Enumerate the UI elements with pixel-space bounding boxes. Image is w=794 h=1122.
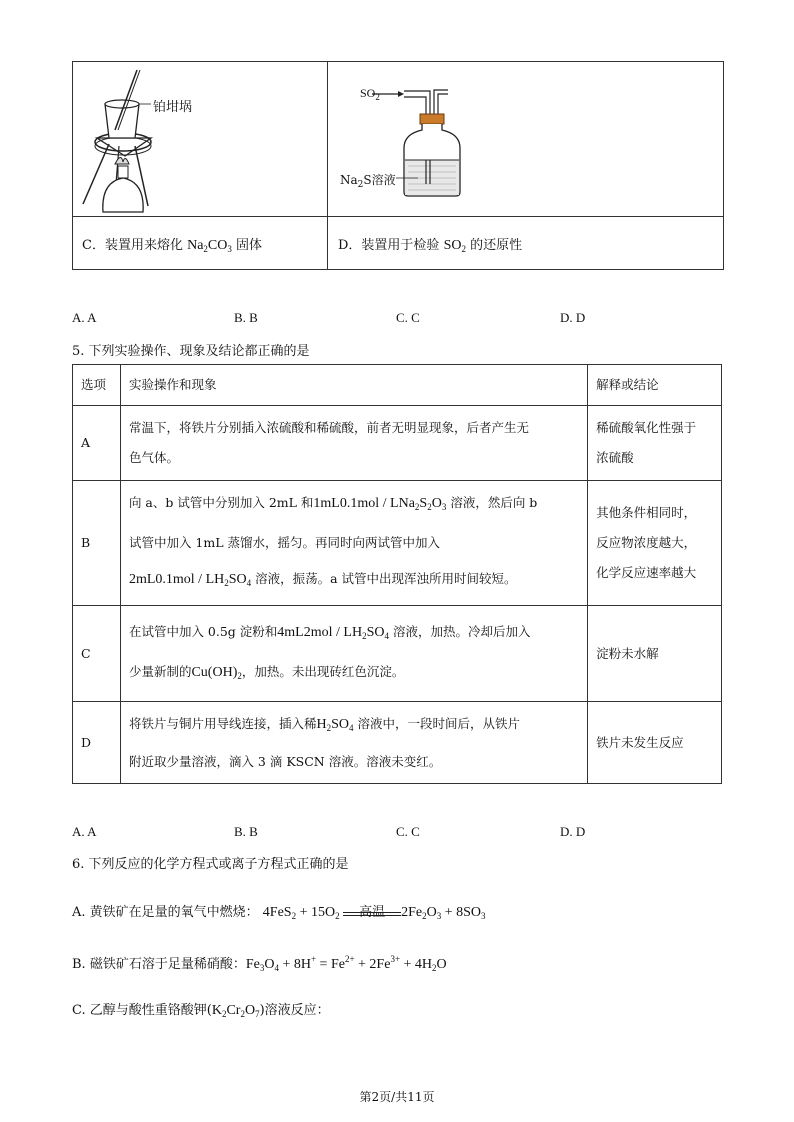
q4-answer-a[interactable]: A. A <box>72 310 97 325</box>
gas-bottle-illustration <box>330 64 720 214</box>
q5-row-b <box>73 481 722 606</box>
q5-row-a-operation: 常温下，将铁片分别插入浓硫酸和稀硫酸，前者无明显现象，后者产生无 色气体。 <box>120 406 587 481</box>
q5-row-d-option: D <box>73 702 121 784</box>
q5-row-a <box>73 406 722 481</box>
crucible-label: 铂坩埚 <box>153 100 193 115</box>
q5-row-b-option: B <box>73 481 121 606</box>
apparatus-table-vdivider <box>327 61 328 270</box>
q5-row-a-option: A <box>73 406 121 481</box>
q5-header-row <box>73 365 722 406</box>
q5-row-c-conclusion: 淀粉未水解 <box>588 606 722 702</box>
q5-stem: 5. 下列实验操作、现象及结论都正确的是 <box>72 344 310 359</box>
q5-row-d-operation: 将铁片与铜片用导线连接，插入稀$H_2SO_4$ 溶液中，一段时间后，从铁片 附近取少量溶液，滴入 3 滴 KSCN 溶液。溶液未变红。 <box>120 702 587 784</box>
q4-answer-d[interactable]: D. D <box>560 310 586 325</box>
q5-answer-a[interactable]: A. A <box>72 824 97 839</box>
q5-table <box>72 364 722 784</box>
crucible-apparatus-illustration <box>75 64 320 214</box>
q5-header-conclusion: 解释或结论 <box>588 365 722 406</box>
page-footer: 第2页/共11页 <box>359 1090 435 1104</box>
apparatus-option-d: D．装置用于检验 $SO_2$ 的还原性 <box>338 238 523 254</box>
q5-header-option: 选项 <box>73 365 121 406</box>
na2s-label: $Na_2S$溶液 <box>340 173 396 190</box>
q5-answer-b[interactable]: B. B <box>234 824 258 839</box>
q5-row-a-conclusion: 稀硫酸氧化性强于 浓硫酸 <box>588 406 722 481</box>
q5-row-c-option: C <box>73 606 121 702</box>
q5-answer-c[interactable]: C. C <box>396 824 420 839</box>
q5-row-c <box>73 606 722 702</box>
q5-row-d-conclusion: 铁片未发生反应 <box>588 702 722 784</box>
q6-option-c[interactable]: C. 乙醇与酸性重铬酸钾$(K_2Cr_2O_7)$溶液反应： <box>72 1003 330 1019</box>
q6-stem: 6. 下列反应的化学方程式或离子方程式正确的是 <box>72 857 349 872</box>
q6-option-a[interactable]: A. 黄铁矿在足量的氧气中燃烧： $4FeS_2 + 15O_2$ 高温 $2Fe_2O_3 + 8SO_3$ <box>72 901 486 921</box>
apparatus-table-hdivider <box>72 216 724 217</box>
q4-answer-c[interactable]: C. C <box>396 310 420 325</box>
apparatus-option-c: C．装置用来熔化 $Na_2CO_3$ 固体 <box>82 238 263 254</box>
q5-header-operation: 实验操作和现象 <box>120 365 587 406</box>
q5-answer-d[interactable]: D. D <box>560 824 586 839</box>
q6-option-b[interactable]: B. 磁铁矿石溶于足量稀硝酸：$Fe_3O_4 + 8H^+ = Fe^{2+} + 2Fe^{3+} + 4H_2O$ <box>72 954 447 973</box>
so2-label: $SO_2$ <box>360 86 380 102</box>
q5-row-b-operation: 向 a、b 试管中分别加入 2mL 和$1mL0.1mol / LNa_2S_2O_3$ 溶液，然后向 b 试管中加入 1mL 蒸馏水，摇匀。再同时向两试管中加入 $2mL0.1mol / LH_2SO_4$ 溶液，振荡。a 试管中出现浑浊所用时间较短。 <box>120 481 587 606</box>
q5-row-c-operation: 在试管中加入 0.5g 淀粉和$4mL2mol / LH_2SO_4$ 溶液，加热。冷却后加入 少量新制的$Cu(OH)_2$，加热。未出现砖红色沉淀。 <box>120 606 587 702</box>
q6-a-condition: 高温 <box>359 905 386 920</box>
q4-answer-b[interactable]: B. B <box>234 310 258 325</box>
q5-row-b-conclusion: 其他条件相同时， 反应物浓度越大， 化学反应速率越大 <box>588 481 722 606</box>
q5-row-d <box>73 702 722 784</box>
